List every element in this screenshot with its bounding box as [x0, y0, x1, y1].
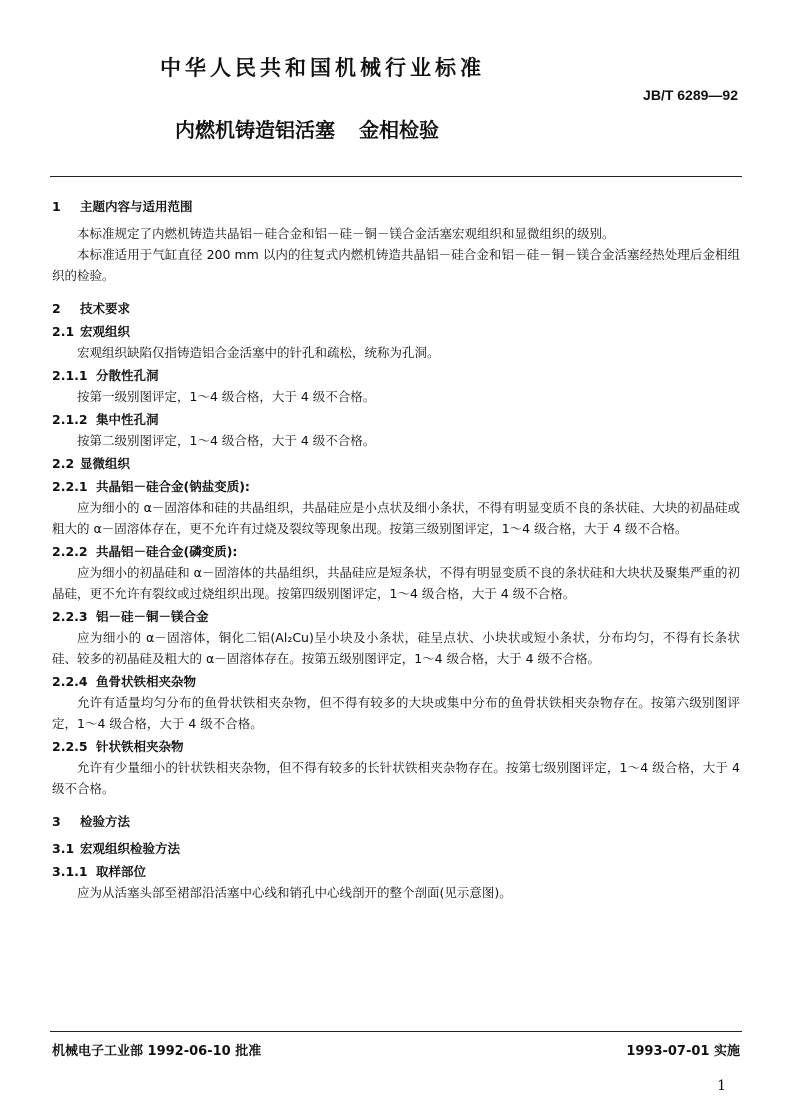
standard-number: JB/T 6289—92 — [643, 87, 738, 103]
bottom-divider — [50, 1031, 742, 1032]
document-body — [52, 196, 740, 903]
section-3-1-1-paragraph: 应为从活塞头部至裙部沿活塞中心线和销孔中心线剖开的整个剖面(见示意图)。 — [77, 885, 512, 900]
page-number: 1 — [717, 1078, 726, 1094]
section-1-paragraph-2: 本标准适用于气缸直径 200 mm 以内的往复式内燃机铸造共晶铝－硅合金和铝－硅－铜－镁合金活塞经热处理后金相组织的检验。 — [52, 247, 740, 283]
section-3-heading: 3 检验方法 — [52, 814, 131, 829]
implementation-date: 1993-07-01 实施 — [626, 1044, 740, 1059]
section-1-heading: 1 主题内容与适用范围 — [52, 199, 193, 214]
top-divider — [50, 176, 742, 177]
section-2-heading: 2 技术要求 — [52, 301, 131, 316]
section-2-2-1-heading: 2.2.1 共晶铝－硅合金(钠盐变质): — [52, 479, 250, 494]
document-title — [175, 114, 439, 143]
section-2-2-3-paragraph: 应为细小的 α－固溶体，铜化二铝(Al₂Cu)呈小块及小条状，硅呈点状、小块状或短小条状，分布均匀，不得有长条状硅、较多的初晶硅及粗大的 α－固溶体存在。按第五级别图评定，1～4 级合格，大于 4 级不合格。 — [52, 630, 740, 666]
section-3-1-heading: 3.1 宏观组织检验方法 — [52, 841, 181, 856]
section-1-paragraph-1: 本标准规定了内燃机铸造共晶铝－硅合金和铝－硅－铜－镁合金活塞宏观组织和显微组织的级别。 — [77, 226, 615, 241]
section-2-2-5-heading: 2.2.5 针状铁相夹杂物 — [52, 739, 184, 754]
section-2-2-1-paragraph: 应为细小的 α－固溶体和硅的共晶组织，共晶硅应是小点状及细小条状，不得有明显变质不良的条状硅、大块的初晶硅或粗大的 α－固溶体存在，更不允许有过烧及裂纹等现象出现。按第三级别图评定，1～4 级合格，大于 4 级不合格。 — [52, 500, 740, 536]
section-2-2-2-heading: 2.2.2 共晶铝－硅合金(磷变质): — [52, 544, 238, 559]
section-2-2-4-heading: 2.2.4 鱼骨状铁相夹杂物 — [52, 674, 197, 689]
title-part-1: 内燃机铸造铝活塞 — [175, 118, 335, 142]
section-2-2-5-paragraph: 允许有少量细小的针状铁相夹杂物，但不得有较多的长针状铁相夹杂物存在。按第七级别图评定，1～4 级合格，大于 4 级不合格。 — [52, 760, 740, 796]
approval-line: 机械电子工业部 1992-06-10 批准 — [52, 1044, 262, 1059]
section-2-1-2-heading: 2.1.2 集中性孔洞 — [52, 412, 159, 427]
section-2-1-2-paragraph: 按第二级别图评定，1～4 级合格，大于 4 级不合格。 — [77, 433, 376, 448]
section-2-1-1-heading: 2.1.1 分散性孔洞 — [52, 368, 159, 383]
title-part-2: 金相检验 — [359, 118, 439, 142]
section-2-2-3-heading: 2.2.3 铝－硅－铜－镁合金 — [52, 609, 209, 624]
section-3-1-1-heading: 3.1.1 取样部位 — [52, 864, 147, 879]
section-2-2-heading: 2.2 显微组织 — [52, 456, 131, 471]
section-2-2-4-paragraph: 允许有适量均匀分布的鱼骨状铁相夹杂物，但不得有较多的大块或集中分布的鱼骨状铁相夹杂物存在。按第六级别图评定，1～4 级合格，大于 4 级不合格。 — [52, 695, 740, 731]
section-2-2-2-paragraph: 应为细小的初晶硅和 α－固溶体的共晶组织，共晶硅应是短条状，不得有明显变质不良的条状硅和大块状及聚集严重的初晶硅，更不允许有裂纹或过烧组织出现。按第四级别图评定，1～4 级合格，大于 4 级不合格。 — [52, 565, 740, 601]
section-2-1-1-paragraph: 按第一级别图评定，1～4 级合格，大于 4 级不合格。 — [77, 389, 376, 404]
standard-category: 中华人民共和国机械行业标准 — [160, 56, 485, 80]
section-2-1-heading: 2.1 宏观组织 — [52, 324, 131, 339]
section-2-1-paragraph: 宏观组织缺陷仅指铸造铝合金活塞中的针孔和疏松，统称为孔洞。 — [77, 345, 440, 360]
